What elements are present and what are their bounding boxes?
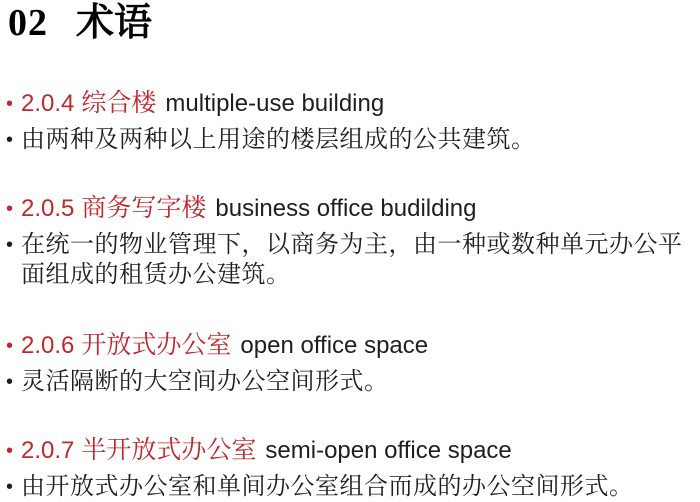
term-heading <box>21 330 428 362</box>
bullet-icon: • <box>6 335 14 357</box>
term-zh: 半开放式办公室 <box>81 437 257 464</box>
term-line <box>6 435 696 467</box>
definition-line <box>6 367 696 397</box>
definition-line <box>6 230 696 290</box>
term-section-2-0-6 <box>6 330 696 397</box>
term-number: 2.0.5 <box>21 195 75 222</box>
term-heading <box>21 88 384 120</box>
definition-text: 由开放式办公室和单间办公室组合而成的办公空间形式。 <box>21 474 634 500</box>
title-text: 术语 <box>76 2 153 44</box>
definition-line <box>6 472 696 502</box>
bullet-icon: • <box>6 440 14 462</box>
bullet-icon: • <box>6 476 14 498</box>
term-zh: 综合楼 <box>81 90 157 117</box>
term-en: business office budilding <box>215 195 477 222</box>
term-zh: 开放式办公室 <box>81 332 232 359</box>
bullet-icon: • <box>6 234 14 256</box>
term-number: 2.0.6 <box>21 332 75 359</box>
definition-text: 由两种及两种以上用途的楼层组成的公共建筑。 <box>21 127 536 153</box>
definition-text: 灵活隔断的大空间办公空间形式。 <box>21 369 389 395</box>
term-heading <box>21 193 476 225</box>
term-heading <box>21 435 512 467</box>
term-number: 2.0.7 <box>21 437 75 464</box>
bullet-icon: • <box>6 198 14 220</box>
term-section-2-0-5 <box>6 193 696 290</box>
bullet-icon: • <box>6 93 14 115</box>
term-line <box>6 193 696 225</box>
term-line <box>6 330 696 362</box>
term-section-2-0-4 <box>6 88 696 155</box>
term-section-2-0-7 <box>6 435 696 502</box>
definition-line <box>6 125 696 155</box>
term-line <box>6 88 696 120</box>
term-en: open office space <box>240 332 429 359</box>
definition-text: 在统一的物业管理下，以商务为主，由一种或数种单元办公平面组成的租赁办公建筑。 <box>21 232 683 288</box>
term-en: multiple-use building <box>165 90 385 117</box>
bullet-icon: • <box>6 371 14 393</box>
term-en: semi-open office space <box>265 437 512 464</box>
term-number: 2.0.4 <box>21 90 75 117</box>
bullet-icon: • <box>6 129 14 151</box>
title-number: 02 <box>8 2 48 44</box>
page-title <box>8 0 152 46</box>
term-zh: 商务写字楼 <box>81 195 207 222</box>
